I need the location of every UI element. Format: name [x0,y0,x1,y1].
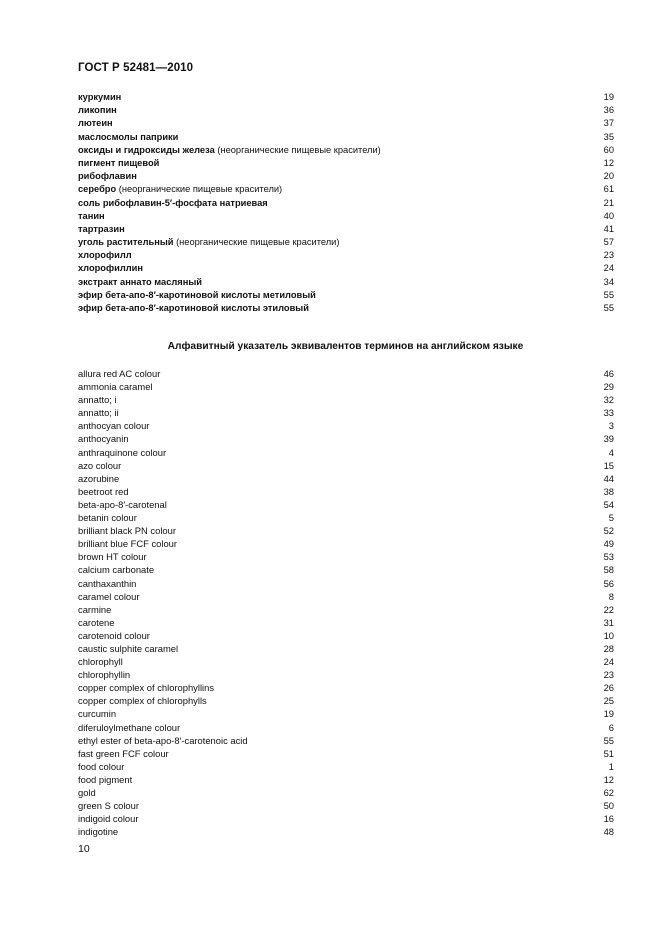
index-entry [78,276,614,289]
index-entry [78,236,614,249]
index-page-number: 19 [603,92,614,102]
index-page-number: 23 [603,669,614,681]
index-term: экстракт аннато масляный [78,276,202,287]
index-term: хлорофиллин [78,263,143,274]
index-term: food colour [78,760,125,772]
index-term: annatto; i [78,394,117,406]
english-term-index [78,367,614,838]
index-page-number: 23 [603,250,614,261]
index-page-number: 26 [603,682,614,694]
index-page-number: 33 [603,407,614,419]
index-entry [78,289,614,302]
index-term: calcium carbonate [78,564,155,576]
index-term: azo colour [78,459,122,471]
index-page-number: 10 [603,629,614,641]
document-header: ГОСТ Р 52481—2010 [78,62,194,74]
index-term: indigotine [78,826,119,838]
index-page-number: 62 [603,787,614,798]
index-term: indigoid colour [78,813,139,825]
index-page-number: 21 [603,197,614,208]
index-term: ликопин [78,105,117,116]
index-entry [78,563,614,576]
index-term: anthocyanin [78,433,129,445]
index-page-number: 37 [603,118,614,129]
index-entry [78,825,614,838]
index-entry [78,459,614,472]
index-entry [78,681,614,694]
index-entry [78,524,614,537]
index-term: gold [78,787,96,798]
index-page-number: 12 [603,157,614,168]
index-term: хлорофилл [78,250,132,261]
index-term: fast green FCF colour [78,747,169,759]
index-term: green S colour [78,800,139,812]
index-term: allura red AC colour [78,368,161,379]
index-term: azorubine [78,472,120,484]
index-entry [78,760,614,773]
index-page-number: 29 [603,381,614,393]
index-term: copper complex of chlorophylls [78,695,207,707]
index-term: рибофлавин [78,171,137,182]
index-term: caustic sulphite caramel [78,642,179,654]
index-term: маслосмолы паприки [78,131,179,142]
index-page-number: 55 [603,734,614,746]
index-page-number: 6 [608,721,614,733]
index-page-number: 55 [603,303,614,313]
index-page-number: 1 [608,760,614,772]
index-entry [78,197,614,210]
index-entry [78,537,614,550]
index-term: diferuloylmethane colour [78,721,181,733]
index-page-number: 19 [603,708,614,720]
index-page-number: 57 [603,237,614,248]
index-term: пигмент пищевой [78,157,160,168]
index-term: brilliant blue FCF colour [78,538,177,550]
english-index-title: Алфавитный указатель эквивалентов терминов на английском языке [167,341,524,352]
index-entry [78,302,614,315]
index-page-number: 49 [603,538,614,550]
index-entry [78,131,614,144]
index-entry [78,210,614,223]
index-term: brilliant black PN colour [78,525,176,537]
index-page-number: 24 [603,263,614,274]
index-term: carmine [78,603,112,615]
index-page-number: 8 [608,590,614,602]
index-entry [78,393,614,406]
index-term: эфир бета-апо-8′-каротиновой кислоты метиловый [78,289,316,300]
index-entry [78,655,614,668]
index-term: anthocyan colour [78,420,150,432]
index-term-note: (неорганические пищевые красители) [173,237,340,248]
index-entry [78,577,614,590]
russian-term-index [78,91,614,315]
index-entry [78,170,614,183]
index-entry [78,183,614,196]
index-page-number: 39 [603,433,614,445]
index-term: food pigment [78,773,133,785]
index-term: beta-apo-8′-carotenal [78,498,167,510]
index-entry [78,117,614,130]
index-entry [78,91,614,104]
index-term: ethyl ester of beta-apo-8′-carotenoic acid [78,734,248,746]
index-entry [78,707,614,720]
index-page-number: 60 [603,144,614,155]
index-entry [78,367,614,380]
index-entry [78,432,614,445]
index-term: beetroot red [78,485,129,497]
index-term: canthaxanthin [78,577,137,589]
index-entry [78,734,614,747]
index-page-number: 15 [603,459,614,471]
index-term-note: (неорганические пищевые красители) [214,144,381,155]
index-page-number: 20 [603,171,614,182]
index-page-number: 51 [603,747,614,759]
index-page-number: 3 [608,420,614,432]
index-term: chlorophyll [78,656,123,668]
index-term: brown HT colour [78,551,147,563]
page-number: 10 [78,843,90,855]
index-page-number: 55 [603,289,614,300]
index-entry [78,419,614,432]
index-page-number: 24 [603,656,614,668]
index-page-number: 54 [603,498,614,510]
index-page-number: 52 [603,525,614,537]
index-page-number: 56 [603,577,614,589]
index-page-number: 46 [603,368,614,379]
index-entry [78,446,614,459]
index-entry [78,104,614,117]
index-entry [78,262,614,275]
index-page-number: 36 [603,105,614,116]
index-term: танин [78,210,105,221]
index-term: эфир бета-апо-8′-каротиновой кислоты этиловый [78,303,309,313]
index-entry [78,249,614,262]
index-page-number: 35 [603,131,614,142]
index-page-number: 48 [603,826,614,838]
index-entry [78,668,614,681]
index-term: ammonia caramel [78,381,153,393]
index-entry [78,799,614,812]
index-entry [78,223,614,236]
index-page-number: 50 [603,800,614,812]
index-page-number: 22 [603,603,614,615]
index-entry [78,812,614,825]
index-term-note: (неорганические пищевые красители) [116,184,283,195]
index-entry [78,642,614,655]
index-term: тартразин [78,223,125,234]
index-page-number: 5 [608,512,614,524]
index-entry [78,380,614,393]
index-term: curcumin [78,708,117,720]
index-page-number: 34 [603,276,614,287]
index-page-number: 40 [603,210,614,221]
index-page-number: 41 [603,223,614,234]
index-page-number: 12 [603,773,614,785]
index-page-number: 32 [603,394,614,406]
index-term: соль рибофлавин-5′-фосфата натриевая [78,197,268,208]
index-entry [78,786,614,799]
index-page-number: 58 [603,564,614,576]
index-term: caramel colour [78,590,140,602]
index-term: copper complex of chlorophyllins [78,682,215,694]
index-entry [78,485,614,498]
index-term: carotene [78,616,115,628]
index-page-number: 44 [603,472,614,484]
index-term: betanin colour [78,512,137,524]
index-entry [78,406,614,419]
index-entry [78,603,614,616]
index-entry [78,157,614,170]
index-entry [78,590,614,603]
index-entry [78,773,614,786]
index-entry [78,629,614,642]
index-term: annatto; ii [78,407,119,419]
index-page-number: 53 [603,551,614,563]
index-entry [78,472,614,485]
index-entry [78,721,614,734]
index-page-number: 16 [603,813,614,825]
index-entry [78,694,614,707]
index-page-number: 28 [603,642,614,654]
index-term: уголь растительный [78,237,174,248]
index-term: оксиды и гидроксиды железа [78,144,215,155]
index-term: серебро [78,184,117,195]
index-page-number: 4 [608,446,614,458]
index-entry [78,511,614,524]
index-entry [78,144,614,157]
index-page-number: 61 [603,184,614,195]
index-page-number: 38 [603,485,614,497]
index-entry [78,747,614,760]
index-entry [78,498,614,511]
index-term: chlorophyllin [78,669,131,681]
index-term: куркумин [78,92,122,102]
index-term: carotenoid colour [78,629,150,641]
index-entry [78,616,614,629]
index-term: anthraquinone colour [78,446,167,458]
index-page-number: 31 [603,616,614,628]
index-entry [78,550,614,563]
index-page-number: 25 [603,695,614,707]
index-term: лютеин [78,118,113,129]
